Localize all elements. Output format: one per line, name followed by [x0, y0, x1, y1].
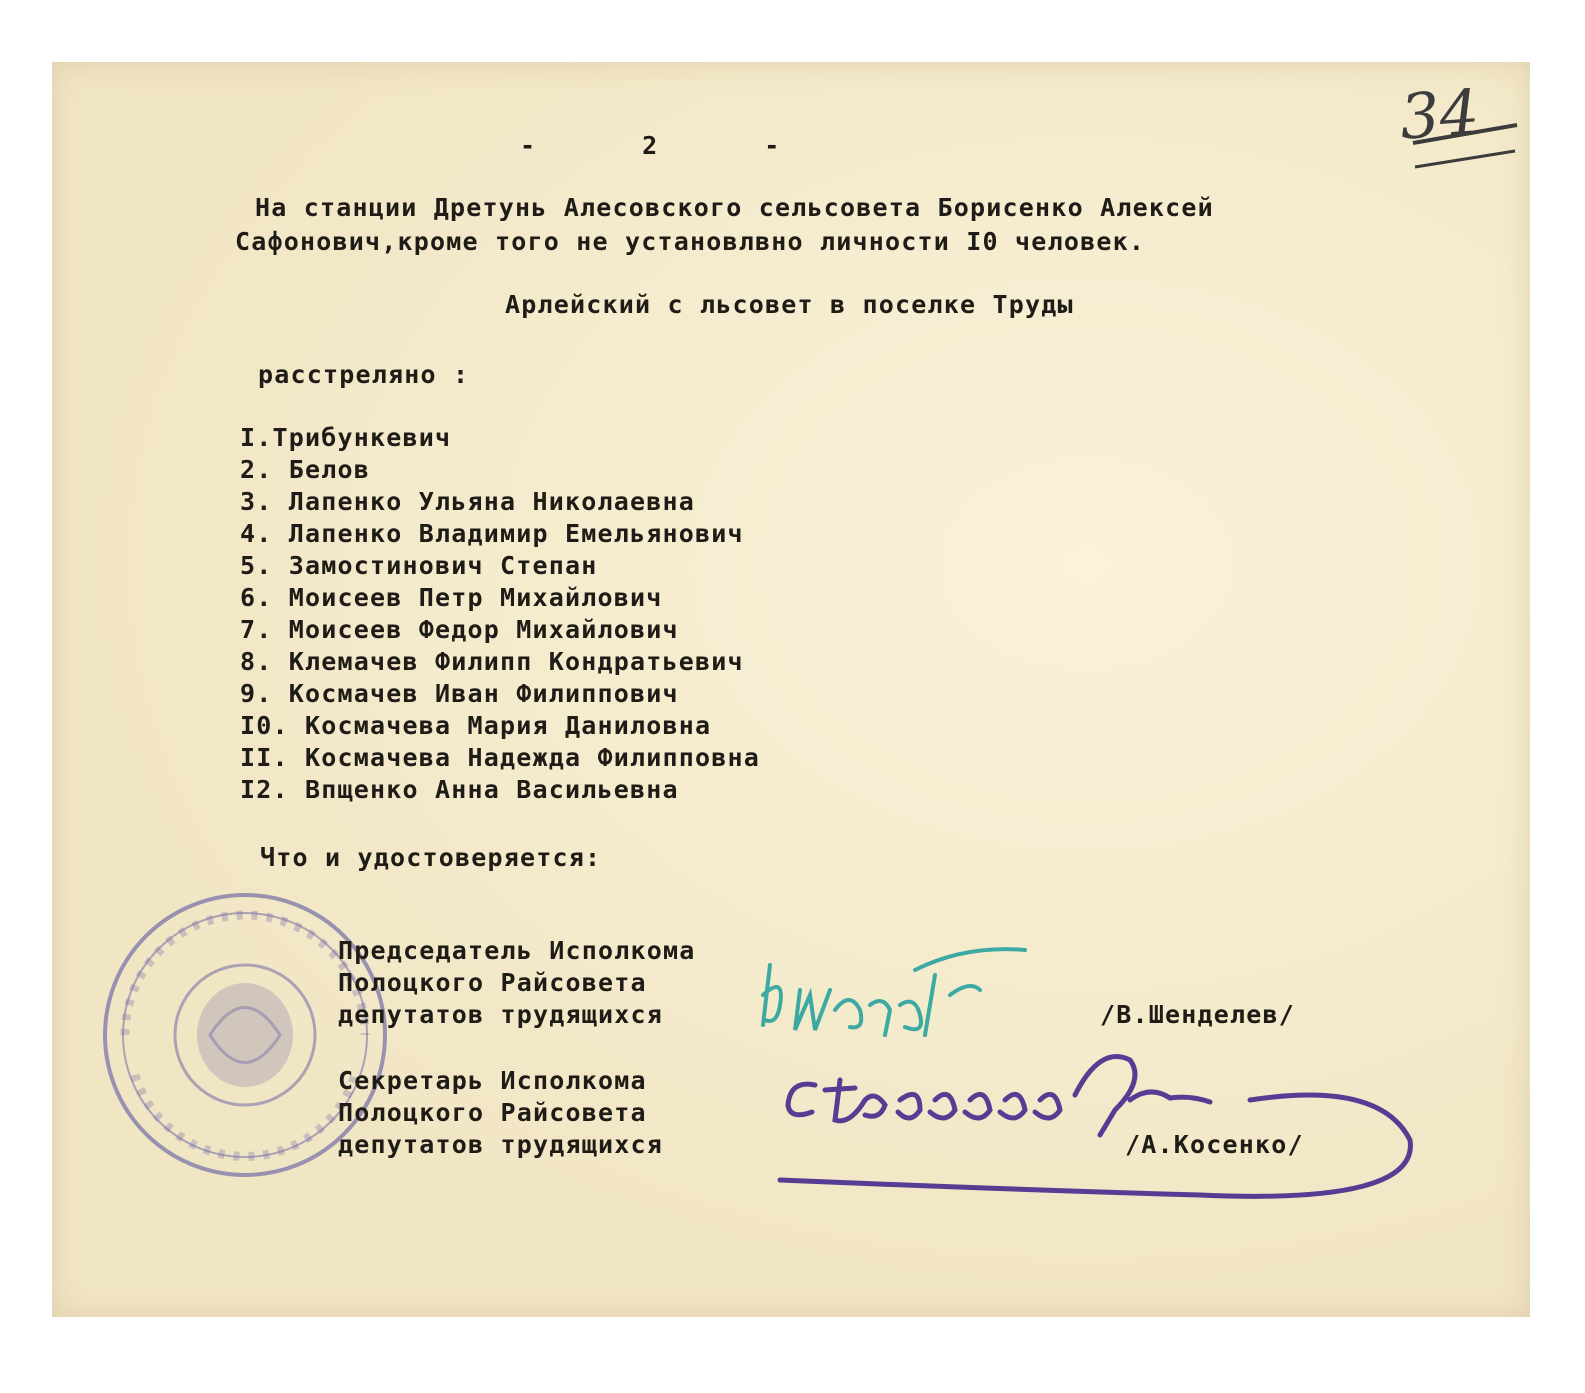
victim-item: 5. Замостинович Степан — [240, 551, 598, 580]
chairman-title-line-3: депутатов трудящихся — [338, 1000, 664, 1029]
secretary-title-line-3: депутатов трудящихся — [338, 1130, 664, 1159]
list-caption: расстреляно : — [258, 360, 470, 389]
victim-item: I2. Впщенко Анна Васильевна — [240, 775, 679, 804]
victim-item: 3. Лапенко Ульяна Николаевна — [240, 487, 696, 516]
certification-line: Что и удостоверяется: — [260, 843, 602, 872]
secretary-title-line-1: Секретарь Исполкома — [338, 1066, 647, 1095]
chairman-name: /В.Шенделев/ — [1100, 1000, 1296, 1029]
intro-line-2: Сафонович,кроме того не установлвно личности I0 человек. — [235, 227, 1146, 256]
intro-line-1: На станции Дретунь Алесовского сельсовета Борисенко Алексей — [255, 193, 1214, 222]
victim-item: 2. Белов — [240, 455, 371, 484]
archive-page-number: 34 — [1397, 75, 1482, 154]
victim-item: 8. Клемачев Филипп Кондратьевич — [240, 647, 744, 676]
chairman-signature — [755, 935, 1045, 1045]
victim-item: 9. Космачев Иван Филиппович — [240, 679, 679, 708]
page-number: - 2 - — [520, 131, 826, 160]
secretary-name: /А.Косенко/ — [1125, 1130, 1304, 1159]
chairman-title-line-1: Председатель Исполкома — [338, 936, 696, 965]
victim-item: II. Космачева Надежда Филипповна — [240, 743, 761, 772]
victim-item: 7. Моисеев Федор Михайлович — [240, 615, 679, 644]
victim-item: I.Трибункевич — [240, 423, 452, 452]
archive-number-strike — [1395, 95, 1525, 185]
section-heading: Арлейский с льсовет в поселке Труды — [505, 290, 1074, 319]
secretary-signature — [770, 1040, 1430, 1220]
secretary-title-line-2: Полоцкого Райсовета — [338, 1098, 647, 1127]
chairman-title-line-2: Полоцкого Райсовета — [338, 968, 647, 997]
victim-item: 6. Моисеев Петр Михайлович — [240, 583, 663, 612]
victim-item: I0. Космачева Мария Даниловна — [240, 711, 712, 740]
victim-item: 4. Лапенко Владимир Емельянович — [240, 519, 744, 548]
